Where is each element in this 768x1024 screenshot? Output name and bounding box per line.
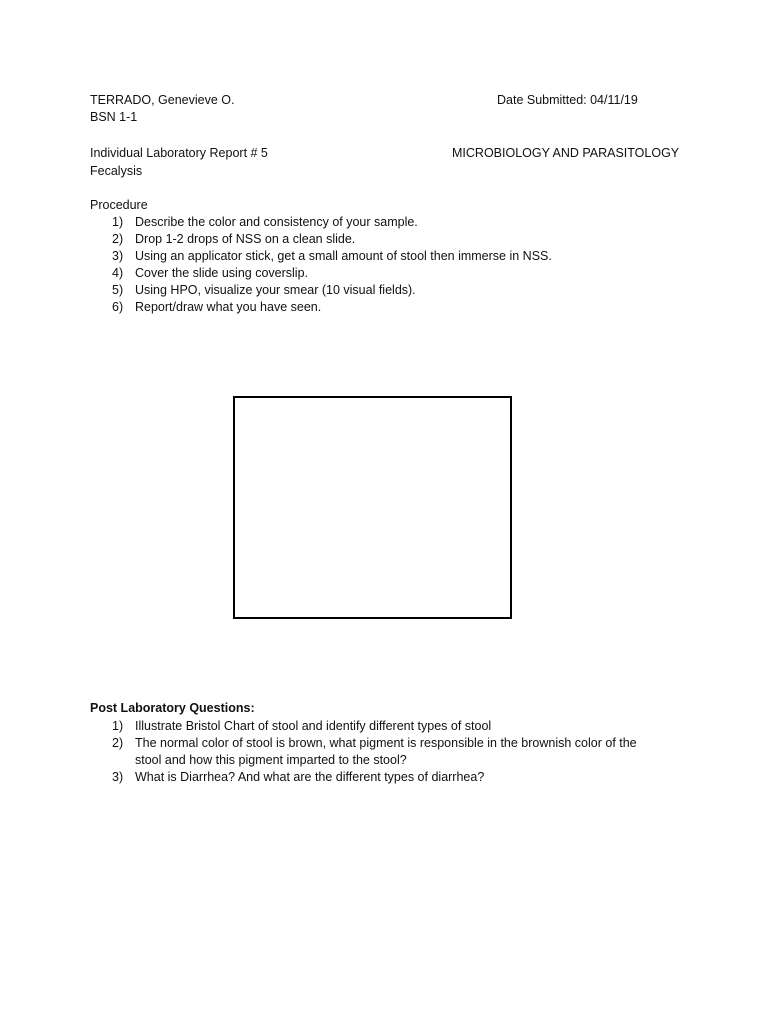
course-title: MICROBIOLOGY AND PARASITOLOGY — [452, 146, 680, 160]
post-lab-questions — [90, 718, 730, 786]
drawing-box — [233, 396, 512, 619]
procedure-heading: Procedure — [90, 198, 148, 212]
student-name: TERRADO, Genevieve O. — [90, 93, 235, 107]
post-lab-heading: Post Laboratory Questions: — [90, 701, 255, 715]
question-item: 3) What is Diarrhea? And what are the different types of diarrhea? — [112, 770, 485, 784]
procedure-step: 5) Using HPO, visualize your smear (10 visual fields). — [112, 283, 416, 297]
procedure-step: 2) Drop 1-2 drops of NSS on a clean slide. — [112, 232, 356, 246]
procedure-step: 4) Cover the slide using coverslip. — [112, 266, 308, 280]
question-item: 2) The normal color of stool is brown, what pigment is responsible in the brownish color of the stool and how this pigment imparted to the stool? — [112, 736, 637, 767]
procedure-step: 1) Describe the color and consistency of your sample. — [112, 215, 418, 229]
section-label: BSN 1-1 — [90, 110, 138, 124]
topic-title: Fecalysis — [90, 164, 143, 178]
report-title: Individual Laboratory Report # 5 — [90, 146, 268, 160]
date-submitted: Date Submitted: 04/11/19 — [497, 93, 638, 107]
question-item: 1) Illustrate Bristol Chart of stool and identify different types of stool — [112, 719, 492, 733]
procedure-step: 6) Report/draw what you have seen. — [112, 300, 322, 314]
procedure-step: 3) Using an applicator stick, get a small amount of stool then immerse in NSS. — [112, 249, 552, 263]
procedure-list — [90, 214, 730, 316]
